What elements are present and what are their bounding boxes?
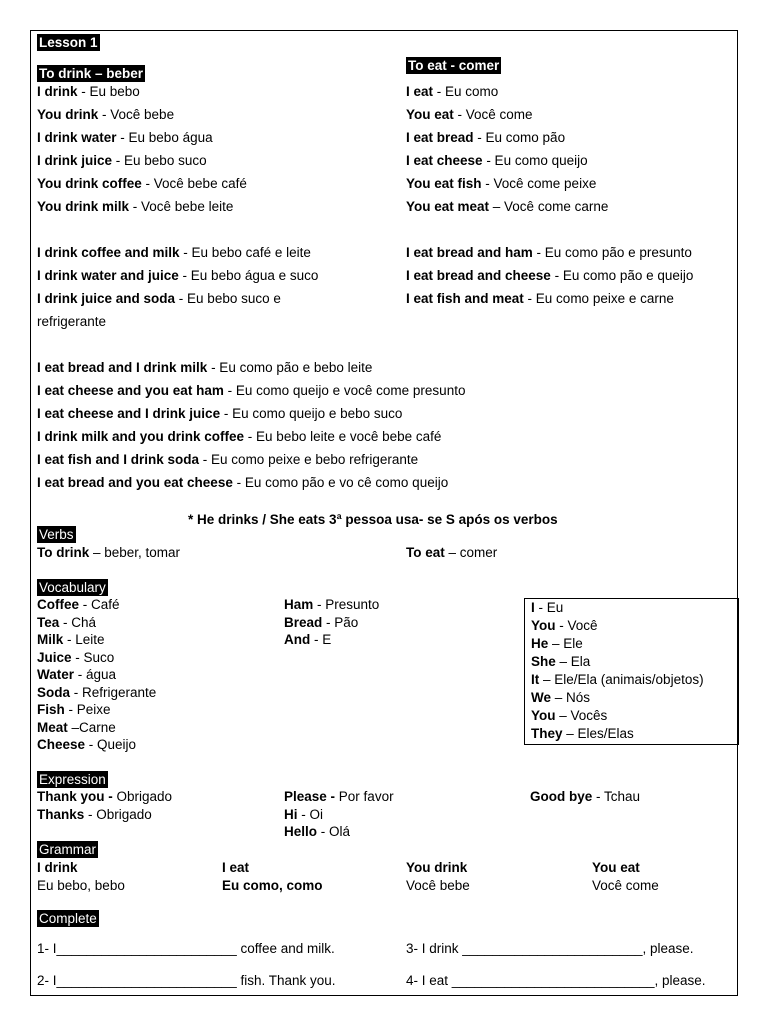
grammar-header: Grammar	[39, 842, 96, 857]
drink-header: To drink – beber	[39, 66, 144, 81]
expression-item: Good bye - Tchau	[530, 789, 641, 804]
eat-combo-list	[406, 241, 693, 310]
mixed-item: I drink milk and you drink coffee - Eu bebo leite e você bebe café	[37, 429, 442, 444]
mixed-item: I eat cheese and I drink juice - Eu como queijo e bebo suco	[37, 406, 403, 421]
grammar-verb: You eat	[592, 860, 640, 875]
drink-combo-item: I drink coffee and milk - Eu bebo café e leite	[37, 245, 311, 260]
verb-drink: To drink – beber, tomar	[37, 545, 181, 560]
pronouns-box	[524, 598, 739, 745]
pronoun-item: We – Nós	[531, 690, 591, 705]
drink-item: You drink coffee - Você bebe café	[37, 176, 247, 191]
drink-combo-item: I drink juice and soda - Eu bebo suco e	[37, 291, 281, 306]
pronoun-item: I - Eu	[531, 600, 564, 615]
eat-item: You eat meat – Você come carne	[406, 199, 609, 214]
complete-item-1: 1- I________________________ coffee and milk.	[37, 941, 335, 956]
vocabulary-item: Fish - Peixe	[37, 702, 111, 717]
mixed-item: I eat fish and I drink soda - Eu como peixe e bebo refrigerante	[37, 452, 419, 467]
pronoun-item: You – Vocês	[531, 708, 608, 723]
complete-item-2: 2- I________________________ fish. Thank you.	[37, 973, 336, 988]
vocabulary-item: Coffee - Café	[37, 597, 120, 612]
eat-combo-item: I eat bread and ham - Eu como pão e presunto	[406, 245, 692, 260]
expression-item: Thanks - Obrigado	[37, 806, 152, 822]
drink-item: You drink - Você bebe	[37, 107, 175, 122]
complete-header: Complete	[39, 911, 97, 926]
vocabulary-item: Tea - Chá	[37, 614, 97, 630]
verbs-header: Verbs	[39, 527, 74, 542]
pronoun-list	[531, 599, 704, 743]
eat-item: You eat fish - Você come peixe	[406, 176, 597, 191]
vocabulary-item: Ham - Presunto	[284, 597, 380, 612]
expression-header: Expression	[39, 772, 106, 787]
vocabulary-col-2	[284, 596, 379, 649]
grammar-translation: Eu bebo, bebo	[37, 878, 125, 893]
drink-combo-item: I drink water and juice - Eu bebo água e suco	[37, 268, 319, 283]
drink-item: I drink - Eu bebo	[37, 84, 140, 99]
expression-item: Please - Por favor	[284, 789, 394, 804]
grammar-verb: I drink	[37, 860, 78, 875]
grammar-verb: I eat	[222, 860, 250, 875]
grammar-translation: Você come	[592, 878, 659, 893]
eat-combo-item: I eat fish and meat - Eu como peixe e carne	[406, 291, 674, 306]
drink-item: I drink water - Eu bebo água	[37, 130, 213, 145]
grammar-verb: You drink	[406, 860, 468, 875]
expression-col-1	[37, 788, 172, 823]
pronoun-item: You - Você	[531, 618, 598, 633]
vocabulary-header: Vocabulary	[39, 580, 106, 595]
grammar-translation: Eu como, como	[222, 878, 323, 893]
vocabulary-item: Soda - Refrigerante	[37, 684, 157, 700]
worksheet-page	[30, 30, 738, 996]
drink-item: You drink milk - Você bebe leite	[37, 199, 234, 214]
eat-combo-item: I eat bread and cheese - Eu como pão e queijo	[406, 268, 694, 283]
vocabulary-item: Meat –Carne	[37, 719, 116, 735]
eat-item: I eat cheese - Eu como queijo	[406, 153, 588, 168]
complete-item-3: 3- I drink ________________________, please.	[406, 941, 694, 956]
expression-col-3	[530, 788, 640, 806]
mixed-item: I eat bread and you eat cheese - Eu como pão e vo cê como queijo	[37, 475, 449, 490]
vocabulary-item: Bread - Pão	[284, 614, 359, 630]
vocabulary-item: Juice - Suco	[37, 649, 115, 665]
verb-eat: To eat – comer	[406, 545, 498, 560]
grammar-translation: Você bebe	[406, 878, 470, 893]
eat-item: I eat - Eu como	[406, 84, 499, 99]
drink-combo-continuation: refrigerante	[37, 314, 107, 329]
mixed-item: I eat bread and I drink milk - Eu como pão e bebo leite	[37, 360, 373, 375]
drink-combo-list	[37, 241, 318, 333]
vocabulary-item: Cheese - Queijo	[37, 737, 137, 752]
vocabulary-item: Water - água	[37, 667, 117, 682]
vocabulary-item: Milk - Leite	[37, 632, 105, 647]
pronoun-item: He – Ele	[531, 636, 583, 651]
eat-list	[406, 80, 608, 218]
eat-item: I eat bread - Eu como pão	[406, 130, 566, 145]
pronoun-item: They – Eles/Elas	[531, 726, 634, 741]
expression-item: Hi - Oi	[284, 806, 323, 822]
expression-item: Hello - Olá	[284, 824, 351, 839]
eat-item: You eat - Você come	[406, 107, 533, 122]
lesson-title: Lesson 1	[39, 35, 98, 50]
drink-item: I drink juice - Eu bebo suco	[37, 153, 207, 168]
vocabulary-col-1	[37, 596, 156, 754]
complete-item-4: 4- I eat ___________________________, please.	[406, 973, 706, 988]
expression-col-2	[284, 788, 394, 841]
mixed-item: I eat cheese and you eat ham - Eu como queijo e você come presunto	[37, 383, 466, 398]
third-person-note: * He drinks / She eats 3ª pessoa usa- se S após os verbos	[188, 512, 558, 527]
eat-header: To eat - comer	[408, 58, 500, 73]
pronoun-item: She – Ela	[531, 654, 591, 669]
expression-item: Thank you - Obrigado	[37, 789, 173, 804]
pronoun-item: It – Ele/Ela (animais/objetos)	[531, 672, 704, 687]
mixed-sentences	[37, 356, 465, 494]
vocabulary-item: And - E	[284, 632, 332, 647]
drink-list	[37, 80, 247, 218]
